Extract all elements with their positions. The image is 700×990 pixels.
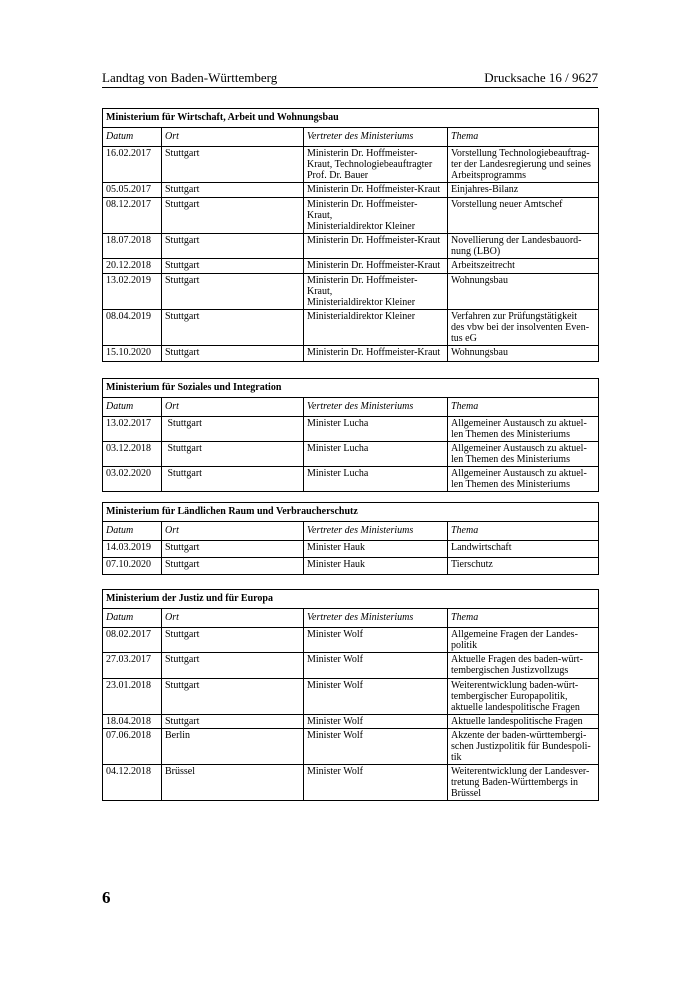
column-header: Vertreter des Ministeriums xyxy=(304,128,448,147)
table-row xyxy=(103,679,599,715)
cell-place: Stuttgart xyxy=(162,198,304,234)
table-row xyxy=(103,259,599,274)
cell-rep: Ministerin Dr. Hoffmeister- Kraut, Ministerialdirektor Kleiner xyxy=(304,198,448,234)
column-header: Thema xyxy=(448,609,599,628)
column-header: Thema xyxy=(448,522,599,541)
column-header-row xyxy=(103,522,599,541)
cell-date: 23.01.2018 xyxy=(103,679,162,715)
table-row xyxy=(103,198,599,234)
cell-rep: Minister Wolf xyxy=(304,653,448,679)
ministry-table xyxy=(102,502,599,575)
table-title: Ministerium der Justiz und für Europa xyxy=(103,590,599,609)
cell-date: 03.02.2020 xyxy=(103,467,162,492)
cell-rep: Minister Hauk xyxy=(304,558,448,575)
page-header xyxy=(102,70,598,88)
header-left: Landtag von Baden-Württemberg xyxy=(102,70,278,85)
column-header: Datum xyxy=(103,398,162,417)
cell-place: Stuttgart xyxy=(162,653,304,679)
column-header: Ort xyxy=(162,398,304,417)
cell-date: 18.07.2018 xyxy=(103,234,162,259)
cell-place: Stuttgart xyxy=(162,442,304,467)
header-right: Drucksache 16 / 9627 xyxy=(484,70,598,85)
cell-topic: Arbeitszeitrecht xyxy=(448,259,599,274)
cell-date: 15.10.2020 xyxy=(103,346,162,362)
table-title: Ministerium für Wirtschaft, Arbeit und Wohnungsbau xyxy=(103,109,599,128)
column-header: Ort xyxy=(162,522,304,541)
table-row xyxy=(103,310,599,346)
cell-place: Stuttgart xyxy=(162,147,304,183)
column-header: Thema xyxy=(448,398,599,417)
cell-date: 03.12.2018 xyxy=(103,442,162,467)
cell-rep: Minister Hauk xyxy=(304,541,448,558)
table-row xyxy=(103,628,599,653)
table-row xyxy=(103,765,599,801)
cell-rep: Minister Wolf xyxy=(304,765,448,801)
column-header-row xyxy=(103,128,599,147)
cell-topic: Landwirtschaft xyxy=(448,541,599,558)
table-row xyxy=(103,558,599,575)
cell-topic: Wohnungsbau xyxy=(448,274,599,310)
table-row xyxy=(103,147,599,183)
table-row xyxy=(103,729,599,765)
cell-place: Stuttgart xyxy=(162,183,304,198)
cell-topic: Allgemeiner Austausch zu aktuel- len Themen des Ministeriums xyxy=(448,417,599,442)
cell-rep: Minister Wolf xyxy=(304,729,448,765)
cell-place: Stuttgart xyxy=(162,310,304,346)
cell-rep: Minister Wolf xyxy=(304,679,448,715)
table-row xyxy=(103,467,599,492)
column-header: Datum xyxy=(103,522,162,541)
cell-date: 18.04.2018 xyxy=(103,715,162,729)
cell-rep: Ministerin Dr. Hoffmeister- Kraut, Technologiebeauftragter Prof. Dr. Bauer xyxy=(304,147,448,183)
cell-place: Stuttgart xyxy=(162,558,304,575)
table-title: Ministerium für Ländlichen Raum und Verbraucherschutz xyxy=(103,503,599,522)
table-row xyxy=(103,346,599,362)
table-row xyxy=(103,183,599,198)
table-row xyxy=(103,417,599,442)
cell-topic: Akzente der baden-württembergi- schen Justizpolitik für Bundespoli- tik xyxy=(448,729,599,765)
cell-place: Stuttgart xyxy=(162,541,304,558)
cell-rep: Ministerin Dr. Hoffmeister-Kraut xyxy=(304,234,448,259)
cell-date: 05.05.2017 xyxy=(103,183,162,198)
cell-topic: Vorstellung neuer Amtschef xyxy=(448,198,599,234)
cell-rep: Ministerialdirektor Kleiner xyxy=(304,310,448,346)
cell-date: 14.03.2019 xyxy=(103,541,162,558)
column-header: Ort xyxy=(162,128,304,147)
cell-topic: Aktuelle landespolitische Fragen xyxy=(448,715,599,729)
cell-topic: Einjahres-Bilanz xyxy=(448,183,599,198)
cell-date: 08.02.2017 xyxy=(103,628,162,653)
cell-place: Stuttgart xyxy=(162,467,304,492)
cell-place: Stuttgart xyxy=(162,628,304,653)
cell-date: 20.12.2018 xyxy=(103,259,162,274)
cell-date: 27.03.2017 xyxy=(103,653,162,679)
cell-date: 04.12.2018 xyxy=(103,765,162,801)
cell-topic: Novellierung der Landesbauord- nung (LBO) xyxy=(448,234,599,259)
cell-date: 07.10.2020 xyxy=(103,558,162,575)
cell-place: Berlin xyxy=(162,729,304,765)
cell-date: 08.12.2017 xyxy=(103,198,162,234)
cell-place: Stuttgart xyxy=(162,259,304,274)
cell-rep: Minister Lucha xyxy=(304,417,448,442)
cell-place: Stuttgart xyxy=(162,346,304,362)
column-header: Ort xyxy=(162,609,304,628)
cell-place: Brüssel xyxy=(162,765,304,801)
cell-place: Stuttgart xyxy=(162,274,304,310)
cell-place: Stuttgart xyxy=(162,715,304,729)
column-header: Vertreter des Ministeriums xyxy=(304,609,448,628)
cell-place: Stuttgart xyxy=(162,679,304,715)
table-row xyxy=(103,541,599,558)
cell-rep: Minister Lucha xyxy=(304,442,448,467)
cell-rep: Minister Wolf xyxy=(304,715,448,729)
cell-date: 08.04.2019 xyxy=(103,310,162,346)
cell-date: 13.02.2017 xyxy=(103,417,162,442)
table-title: Ministerium für Soziales und Integration xyxy=(103,379,599,398)
column-header: Datum xyxy=(103,609,162,628)
cell-topic: Allgemeiner Austausch zu aktuel- len Themen des Ministeriums xyxy=(448,442,599,467)
cell-topic: Tierschutz xyxy=(448,558,599,575)
table-row xyxy=(103,234,599,259)
cell-topic: Vorstellung Technologiebeauftrag- ter der Landesregierung und seines Arbeitsprogramms xyxy=(448,147,599,183)
column-header: Thema xyxy=(448,128,599,147)
cell-rep: Ministerin Dr. Hoffmeister-Kraut xyxy=(304,346,448,362)
cell-topic: Allgemeine Fragen der Landes- politik xyxy=(448,628,599,653)
column-header-row xyxy=(103,398,599,417)
cell-place: Stuttgart xyxy=(162,234,304,259)
column-header: Vertreter des Ministeriums xyxy=(304,398,448,417)
cell-topic: Allgemeiner Austausch zu aktuel- len Themen des Ministeriums xyxy=(448,467,599,492)
ministry-table xyxy=(102,108,599,362)
cell-topic: Wohnungsbau xyxy=(448,346,599,362)
column-header: Datum xyxy=(103,128,162,147)
cell-date: 16.02.2017 xyxy=(103,147,162,183)
cell-rep: Ministerin Dr. Hoffmeister- Kraut, Ministerialdirektor Kleiner xyxy=(304,274,448,310)
ministry-table xyxy=(102,378,599,492)
page-number: 6 xyxy=(102,888,111,907)
table-row xyxy=(103,715,599,729)
cell-topic: Aktuelle Fragen des baden-würt- tembergischen Justizvollzugs xyxy=(448,653,599,679)
column-header-row xyxy=(103,609,599,628)
cell-topic: Weiterentwicklung baden-würt- tembergischer Europapolitik, aktuelle landespolitische Fragen xyxy=(448,679,599,715)
ministry-table xyxy=(102,589,599,801)
cell-date: 13.02.2019 xyxy=(103,274,162,310)
cell-rep: Minister Wolf xyxy=(304,628,448,653)
cell-topic: Verfahren zur Prüfungstätigkeit des vbw bei der insolventen Even- tus eG xyxy=(448,310,599,346)
cell-date: 07.06.2018 xyxy=(103,729,162,765)
cell-topic: Weiterentwicklung der Landesver- tretung Baden-Württembergs in Brüssel xyxy=(448,765,599,801)
cell-rep: Minister Lucha xyxy=(304,467,448,492)
table-row xyxy=(103,653,599,679)
cell-rep: Ministerin Dr. Hoffmeister-Kraut xyxy=(304,183,448,198)
table-row xyxy=(103,442,599,467)
cell-rep: Ministerin Dr. Hoffmeister-Kraut xyxy=(304,259,448,274)
column-header: Vertreter des Ministeriums xyxy=(304,522,448,541)
table-row xyxy=(103,274,599,310)
cell-place: Stuttgart xyxy=(162,417,304,442)
